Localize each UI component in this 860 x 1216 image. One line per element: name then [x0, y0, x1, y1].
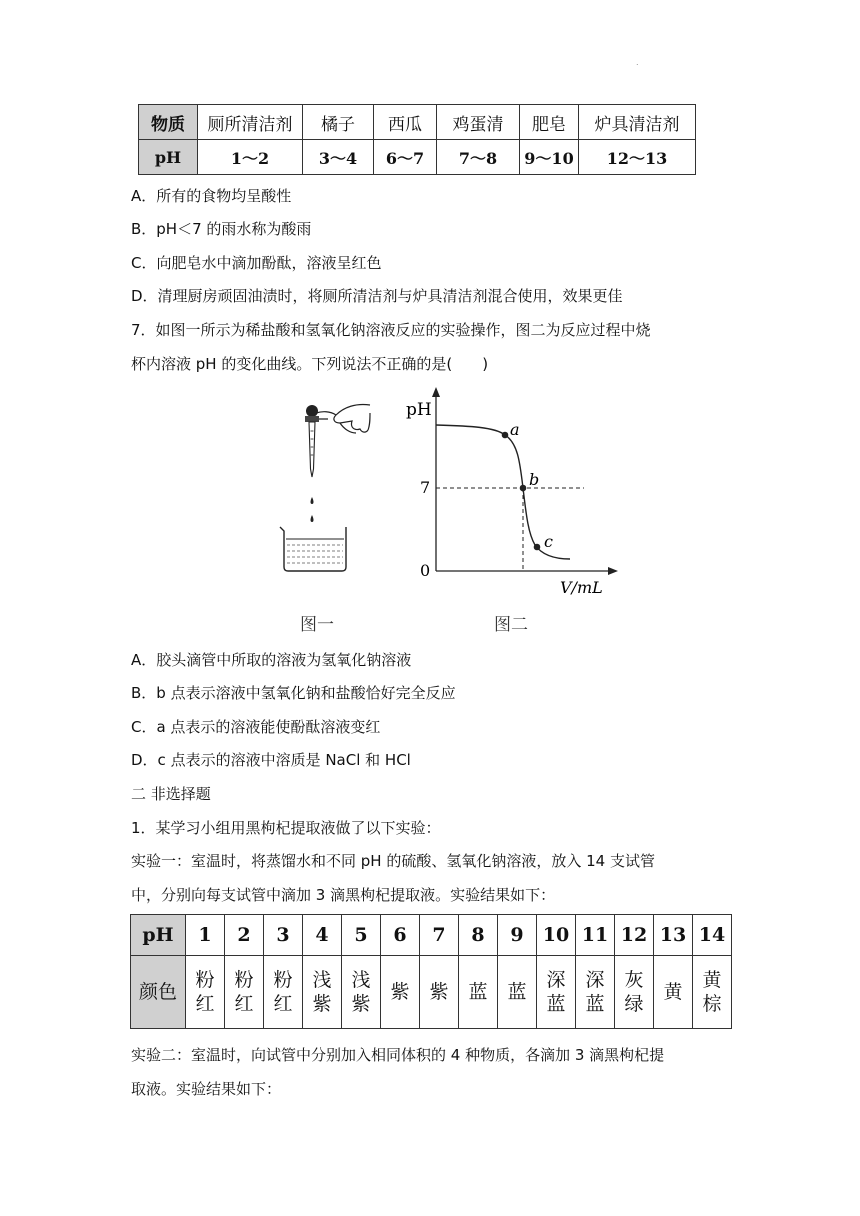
figure-1-caption: 图一	[300, 615, 334, 635]
x-axis-label: V/mL	[560, 578, 603, 597]
x-axis-arrow	[608, 567, 618, 575]
point-c-label: c	[544, 532, 553, 551]
table-header-ph: pH	[139, 140, 198, 175]
point-b	[520, 485, 527, 492]
color-char: 浅	[351, 969, 371, 991]
experiment-figure	[270, 383, 620, 643]
color-char: 红	[273, 993, 293, 1015]
ph-substance-table	[138, 104, 696, 175]
option-d: D．清理厨房顽固油渍时，将厕所清洁剂与炉具清洁剂混合使用，效果更佳	[131, 287, 623, 305]
table-cell	[693, 956, 732, 1029]
table-cell: 5	[342, 915, 381, 956]
option-b: B．pH＜7 的雨水称为酸雨	[131, 220, 312, 238]
color-char: 紫	[312, 993, 332, 1015]
color-char: 灰	[624, 969, 644, 991]
color-char: 红	[195, 993, 215, 1015]
table-cell	[654, 956, 693, 1029]
point-b-label: b	[529, 470, 540, 489]
color-char: 紫	[390, 981, 410, 1003]
question-7-stem: 7．如图一所示为稀盐酸和氢氧化钠溶液反应的实验操作，图二为反应过程中烧	[131, 321, 651, 339]
color-char: 蓝	[546, 993, 566, 1015]
y-axis-label: pH	[406, 400, 432, 420]
table-cell	[225, 956, 264, 1029]
color-char: 棕	[702, 993, 722, 1015]
color-char: 绿	[624, 993, 644, 1015]
table-cell: 11	[576, 915, 615, 956]
color-char: 粉	[234, 969, 254, 991]
table-cell: 2	[225, 915, 264, 956]
color-char: 红	[234, 993, 254, 1015]
table-header-color: 颜色	[131, 956, 186, 1029]
table-cell	[342, 956, 381, 1029]
color-char: 浅	[312, 969, 332, 991]
table-cell: 1～2	[198, 140, 303, 175]
table-cell	[264, 956, 303, 1029]
table-cell: 6～7	[374, 140, 437, 175]
color-char: 深	[546, 969, 566, 991]
table-cell: 7～8	[437, 140, 520, 175]
table-cell	[576, 956, 615, 1029]
table-cell: 14	[693, 915, 732, 956]
table-cell: 肥皂	[520, 105, 579, 140]
table-cell: 9	[498, 915, 537, 956]
table-cell: 9～10	[520, 140, 579, 175]
point-a-label: a	[510, 420, 520, 439]
beaker-icon	[280, 527, 346, 571]
header-dot: .	[636, 58, 639, 67]
table-cell	[498, 956, 537, 1029]
color-char: 粉	[273, 969, 293, 991]
experiment-1-text: 实验一：室温时，将蒸馏水和不同 pH 的硫酸、氢氧化钠溶液，放入 14 支试管	[131, 852, 655, 870]
y-axis-arrow	[432, 387, 440, 397]
table-cell	[537, 956, 576, 1029]
option-b: B．b 点表示溶液中氢氧化钠和盐酸恰好完全反应	[131, 684, 456, 702]
drops-icon	[311, 497, 314, 522]
option-a: A．所有的食物均呈酸性	[131, 187, 292, 205]
table-cell: 3～4	[303, 140, 374, 175]
dropper-icon	[305, 405, 319, 477]
experiment-2-text-cont: 取液。实验结果如下：	[131, 1080, 282, 1098]
table-cell: 7	[420, 915, 459, 956]
color-char: 蓝	[507, 981, 527, 1003]
color-char: 紫	[351, 993, 371, 1015]
table-cell: 3	[264, 915, 303, 956]
table-cell	[186, 956, 225, 1029]
table-header-ph: pH	[131, 915, 186, 956]
color-char: 深	[585, 969, 605, 991]
tick-7-label: 7	[420, 478, 431, 497]
table-cell: 1	[186, 915, 225, 956]
table-cell: 12～13	[579, 140, 696, 175]
color-char: 蓝	[585, 993, 605, 1015]
question-7-stem-cont: 杯内溶液 pH 的变化曲线。下列说法不正确的是( )	[131, 355, 489, 373]
table-cell: 西瓜	[374, 105, 437, 140]
table-cell: 8	[459, 915, 498, 956]
color-char: 黄	[702, 969, 722, 991]
color-char: 蓝	[468, 981, 488, 1003]
color-char: 粉	[195, 969, 215, 991]
option-c: C．a 点表示的溶液能使酚酞溶液变红	[131, 718, 381, 736]
option-c: C．向肥皂水中滴加酚酞，溶液呈红色	[131, 254, 382, 272]
option-a: A．胶头滴管中所取的溶液为氢氧化钠溶液	[131, 651, 412, 669]
experiment-1-text-cont: 中，分别向每支试管中滴加 3 滴黑枸杞提取液。实验结果如下：	[131, 886, 556, 904]
color-char: 紫	[429, 981, 449, 1003]
origin-label: 0	[420, 561, 431, 580]
hand-icon	[314, 404, 370, 433]
problem-1-intro: 1．某学习小组用黑枸杞提取液做了以下实验：	[131, 819, 441, 837]
table-cell	[420, 956, 459, 1029]
experiment-2-text: 实验二：室温时，向试管中分别加入相同体积的 4 种物质，各滴加 3 滴黑枸杞提	[131, 1046, 665, 1064]
ph-color-table	[130, 914, 732, 1029]
table-cell	[303, 956, 342, 1029]
table-cell	[459, 956, 498, 1029]
table-cell: 厕所清洁剂	[198, 105, 303, 140]
point-c	[534, 544, 541, 551]
point-a	[502, 432, 509, 439]
table-header-substance: 物质	[139, 105, 198, 140]
table-cell: 4	[303, 915, 342, 956]
option-d: D．c 点表示的溶液中溶质是 NaCl 和 HCl	[131, 751, 411, 769]
color-char: 黄	[663, 981, 683, 1003]
table-cell: 橘子	[303, 105, 374, 140]
table-cell: 10	[537, 915, 576, 956]
table-cell: 12	[615, 915, 654, 956]
table-cell: 炉具清洁剂	[579, 105, 696, 140]
section-title: 二 非选择题	[131, 785, 211, 803]
table-cell	[381, 956, 420, 1029]
table-cell: 13	[654, 915, 693, 956]
table-cell: 鸡蛋清	[437, 105, 520, 140]
ph-graph	[406, 387, 618, 597]
table-cell: 6	[381, 915, 420, 956]
figure-2-caption: 图二	[494, 615, 528, 635]
table-cell	[615, 956, 654, 1029]
